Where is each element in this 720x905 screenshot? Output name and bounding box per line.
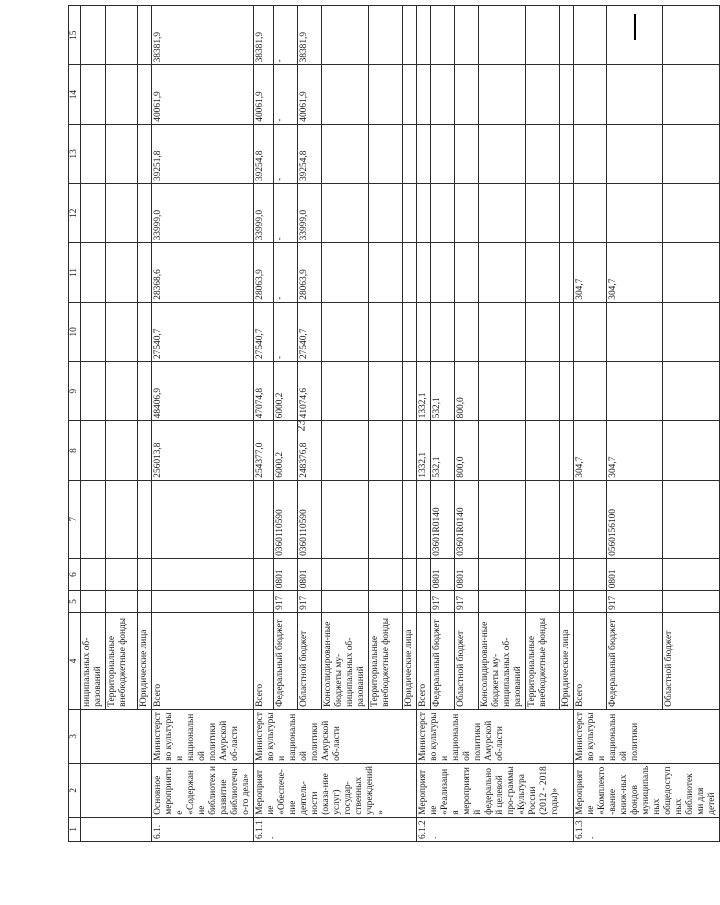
amount-cell: [455, 184, 479, 243]
amount-cell: [606, 184, 663, 243]
column-header: 14: [69, 65, 81, 124]
amount-cell: [403, 124, 417, 183]
amount-cell: 33999,0: [298, 184, 322, 243]
budget-code-cell: [417, 591, 431, 613]
section-code-cell: [479, 558, 526, 590]
funding-source: Юридические лица: [403, 612, 417, 709]
target-article-cell: 03601R0140: [455, 480, 479, 558]
section-code-cell: [81, 558, 106, 590]
amount-cell: [526, 65, 560, 124]
header-row: [69, 6, 81, 842]
amount-cell: 39254,8: [298, 124, 322, 183]
amount-cell: [138, 124, 152, 183]
rotated-table-container: [68, 5, 717, 842]
item-number: 6.1.1.: [254, 817, 417, 841]
amount-cell: [606, 65, 663, 124]
amount-cell: [403, 243, 417, 302]
amount-cell: [106, 6, 138, 65]
amount-cell: [479, 6, 526, 65]
funding-source: Всего: [574, 612, 607, 709]
amount-cell: [663, 302, 720, 361]
target-article-cell: [254, 480, 274, 558]
amount-cell: 27540,7: [152, 302, 254, 361]
section-code-cell: [526, 558, 560, 590]
amount-cell: [138, 184, 152, 243]
amount-cell: 256013,8: [152, 421, 254, 480]
amount-cell: [81, 362, 106, 421]
amount-cell: [431, 65, 455, 124]
column-header: 2: [69, 763, 81, 817]
item-number: [81, 817, 152, 841]
budget-code-cell: [663, 591, 720, 613]
column-header: 8: [69, 421, 81, 480]
target-article-cell: [81, 480, 106, 558]
column-header: 11: [69, 243, 81, 302]
amount-cell: [81, 6, 106, 65]
funding-source: Консолидирован-ные бюджеты му-ниципальных об-разований: [322, 612, 369, 709]
section-code-cell: [322, 558, 369, 590]
amount-cell: [560, 302, 574, 361]
amount-cell: [526, 302, 560, 361]
budget-code-cell: [526, 591, 560, 613]
table-row: [81, 6, 106, 842]
amount-cell: [663, 184, 720, 243]
amount-cell: -: [274, 243, 298, 302]
measure-name: Мероприятие «Обеспече-ние деятель-ности (оказа-ние услуг) государ-ственных учреждений»: [254, 763, 417, 817]
amount-cell: [81, 243, 106, 302]
amount-cell: [138, 243, 152, 302]
table-row: [152, 6, 254, 842]
amount-cell: [560, 421, 574, 480]
amount-cell: 1332,1: [417, 421, 431, 480]
amount-cell: -: [274, 184, 298, 243]
amount-cell: [81, 184, 106, 243]
amount-cell: 532,1: [431, 362, 455, 421]
amount-cell: [138, 6, 152, 65]
section-code-cell: [560, 558, 574, 590]
amount-cell: [403, 362, 417, 421]
amount-cell: 6000,2: [274, 362, 298, 421]
amount-cell: [479, 421, 526, 480]
amount-cell: [526, 184, 560, 243]
funding-source: ниципальных об-разований: [81, 612, 106, 709]
amount-cell: [322, 65, 369, 124]
amount-cell: [479, 65, 526, 124]
amount-cell: [138, 65, 152, 124]
target-article-cell: [479, 480, 526, 558]
section-code-cell: 0801: [455, 558, 479, 590]
amount-cell: [663, 421, 720, 480]
amount-cell: [455, 302, 479, 361]
amount-cell: [369, 421, 403, 480]
amount-cell: [455, 243, 479, 302]
amount-cell: [455, 65, 479, 124]
amount-cell: [560, 6, 574, 65]
target-article-cell: [369, 480, 403, 558]
amount-cell: [663, 6, 720, 65]
budget-code-cell: [254, 591, 274, 613]
column-header: 10: [69, 302, 81, 361]
executor: Министерство культуры и национальной политики Амурской об-ласти: [254, 709, 417, 763]
amount-cell: [106, 184, 138, 243]
column-header: 6: [69, 558, 81, 590]
amount-cell: [369, 65, 403, 124]
amount-cell: [403, 421, 417, 480]
table-row: [574, 6, 607, 842]
amount-cell: 28063,9: [298, 243, 322, 302]
amount-cell: [81, 421, 106, 480]
amount-cell: [138, 302, 152, 361]
amount-cell: [526, 6, 560, 65]
section-code-cell: 0801: [274, 558, 298, 590]
amount-cell: [417, 243, 431, 302]
amount-cell: [431, 243, 455, 302]
amount-cell: [81, 124, 106, 183]
amount-cell: [479, 124, 526, 183]
item-number: 6.1.2.: [417, 817, 574, 841]
funding-source: Областной бюджет: [298, 612, 322, 709]
measure-name: Мероприятие «Комплекто-вание книж-ных фондов муниципальных общедоступных библиотек ми для детей: [574, 763, 720, 817]
amount-cell: [322, 184, 369, 243]
amount-cell: [106, 243, 138, 302]
budget-code-cell: [560, 591, 574, 613]
budget-code-cell: [369, 591, 403, 613]
amount-cell: [574, 184, 607, 243]
amount-cell: [479, 362, 526, 421]
amount-cell: [106, 65, 138, 124]
amount-cell: 304,7: [606, 243, 663, 302]
amount-cell: 27540,7: [298, 302, 322, 361]
table-row: [254, 6, 274, 842]
amount-cell: [403, 184, 417, 243]
amount-cell: -: [274, 65, 298, 124]
amount-cell: 38381,9: [254, 6, 274, 65]
amount-cell: [479, 243, 526, 302]
column-header: 9: [69, 362, 81, 421]
column-header: 1: [69, 817, 81, 841]
amount-cell: [479, 184, 526, 243]
amount-cell: [526, 421, 560, 480]
budget-code-cell: [479, 591, 526, 613]
amount-cell: 38381,9: [152, 6, 254, 65]
amount-cell: [431, 6, 455, 65]
amount-cell: [526, 124, 560, 183]
budget-code-cell: 917: [431, 591, 455, 613]
column-header: 3: [69, 709, 81, 763]
section-code-cell: [663, 558, 720, 590]
amount-cell: [417, 6, 431, 65]
executor: Министерство культуры и национальной политики: [574, 709, 720, 763]
amount-cell: [663, 65, 720, 124]
amount-cell: [560, 124, 574, 183]
budget-code-cell: 917: [606, 591, 663, 613]
budget-code-cell: 917: [274, 591, 298, 613]
amount-cell: 27540,7: [254, 302, 274, 361]
amount-cell: [560, 65, 574, 124]
amount-cell: [663, 362, 720, 421]
amount-cell: 48406,9: [152, 362, 254, 421]
amount-cell: [455, 124, 479, 183]
measure-name: Мероприятие «Реализация мероприятий федеральной целевой про-граммы «Культура России (2012 - 2018 годы)»: [417, 763, 574, 817]
amount-cell: -: [274, 124, 298, 183]
section-code-cell: 0801: [606, 558, 663, 590]
target-article-cell: [106, 480, 138, 558]
column-header: 13: [69, 124, 81, 183]
section-code-cell: [417, 558, 431, 590]
amount-cell: 39251,8: [152, 124, 254, 183]
target-article-cell: [526, 480, 560, 558]
amount-cell: 1332,1: [417, 362, 431, 421]
amount-cell: [403, 65, 417, 124]
amount-cell: [322, 243, 369, 302]
amount-cell: [417, 184, 431, 243]
amount-cell: 28063,9: [254, 243, 274, 302]
amount-cell: 304,7: [574, 243, 607, 302]
target-article-cell: [152, 480, 254, 558]
target-article-cell: 0360110590: [298, 480, 322, 558]
funding-source: Территориальные внебюджетные фонды: [526, 612, 560, 709]
amount-cell: 39254,8: [254, 124, 274, 183]
budget-code-cell: [106, 591, 138, 613]
amount-cell: 800,0: [455, 421, 479, 480]
amount-cell: [369, 302, 403, 361]
column-header: 12: [69, 184, 81, 243]
section-code-cell: [152, 558, 254, 590]
amount-cell: [403, 302, 417, 361]
amount-cell: 47074,8: [254, 362, 274, 421]
amount-cell: [417, 302, 431, 361]
budget-code-cell: [152, 591, 254, 613]
amount-cell: [369, 243, 403, 302]
section-code-cell: [138, 558, 152, 590]
funding-source: Всего: [254, 612, 274, 709]
executor: [81, 709, 152, 763]
target-article-cell: [138, 480, 152, 558]
amount-cell: [322, 421, 369, 480]
amount-cell: [369, 362, 403, 421]
amount-cell: [106, 302, 138, 361]
amount-cell: 254377,0: [254, 421, 274, 480]
amount-cell: -: [274, 302, 298, 361]
amount-cell: 532,1: [431, 421, 455, 480]
target-article-cell: 0360110590: [274, 480, 298, 558]
target-article-cell: [574, 480, 607, 558]
amount-cell: [574, 65, 607, 124]
funding-source: Федеральный бюджет: [274, 612, 298, 709]
amount-cell: [560, 184, 574, 243]
target-article-cell: [560, 480, 574, 558]
amount-cell: [81, 65, 106, 124]
amount-cell: 800,0: [455, 362, 479, 421]
target-article-cell: [322, 480, 369, 558]
amount-cell: [606, 302, 663, 361]
amount-cell: 40061,9: [298, 65, 322, 124]
amount-cell: [560, 362, 574, 421]
amount-cell: [106, 124, 138, 183]
target-article-cell: [663, 480, 720, 558]
funding-source: Консолидирован-ные бюджеты му-ниципальных об-разований: [479, 612, 526, 709]
funding-source: Федеральный бюджет: [606, 612, 663, 709]
amount-cell: [663, 124, 720, 183]
funding-source: Юридические лица: [138, 612, 152, 709]
section-code-cell: [574, 558, 607, 590]
column-header: 5: [69, 591, 81, 613]
funding-table: [68, 5, 720, 842]
amount-cell: [138, 362, 152, 421]
amount-cell: 33999,0: [152, 184, 254, 243]
target-article-cell: [417, 480, 431, 558]
target-article-cell: 03601R0140: [431, 480, 455, 558]
amount-cell: [106, 362, 138, 421]
amount-cell: [574, 124, 607, 183]
column-header: 7: [69, 480, 81, 558]
measure-name: Основное мероприятие «Содержание библиотек и развитие библиотечно-го дела»: [152, 763, 254, 817]
amount-cell: [606, 362, 663, 421]
item-number: 6.1.3.: [574, 817, 720, 841]
column-header: 4: [69, 612, 81, 709]
amount-cell: [479, 302, 526, 361]
funding-source: Федеральный бюджет: [431, 612, 455, 709]
table-body: [69, 6, 720, 842]
funding-source: Территориальные внебюджетные фонды: [369, 612, 403, 709]
amount-cell: [431, 302, 455, 361]
amount-cell: [322, 6, 369, 65]
amount-cell: [431, 184, 455, 243]
amount-cell: [431, 124, 455, 183]
amount-cell: [560, 243, 574, 302]
measure-name: [81, 763, 152, 817]
budget-code-cell: [138, 591, 152, 613]
section-code-cell: [403, 558, 417, 590]
budget-code-cell: [81, 591, 106, 613]
executor: Министерство культуры и национальной политики Амурской об-ласти: [152, 709, 254, 763]
page-number: 23: [293, 419, 308, 432]
amount-cell: 248376,8: [298, 421, 322, 480]
amount-cell: 38381,9: [298, 6, 322, 65]
amount-cell: 40061,9: [254, 65, 274, 124]
amount-cell: [663, 243, 720, 302]
funding-source: Областной бюджет: [455, 612, 479, 709]
amount-cell: 304,7: [606, 421, 663, 480]
amount-cell: [322, 302, 369, 361]
funding-source: Всего: [417, 612, 431, 709]
amount-cell: [106, 421, 138, 480]
amount-cell: [606, 124, 663, 183]
amount-cell: [322, 362, 369, 421]
amount-cell: [322, 124, 369, 183]
budget-code-cell: [574, 591, 607, 613]
funding-source: Территориальные внебюджетные фонды: [106, 612, 138, 709]
item-number: 6.1.: [152, 817, 254, 841]
amount-cell: [138, 421, 152, 480]
section-code-cell: 0801: [298, 558, 322, 590]
budget-code-cell: [403, 591, 417, 613]
table-row: [417, 6, 431, 842]
amount-cell: 304,7: [574, 421, 607, 480]
amount-cell: [526, 362, 560, 421]
section-code-cell: 0801: [431, 558, 455, 590]
funding-source: Областной бюджет: [663, 612, 720, 709]
target-article-cell: 0560156100: [606, 480, 663, 558]
section-code-cell: [106, 558, 138, 590]
budget-code-cell: [322, 591, 369, 613]
amount-cell: [417, 124, 431, 183]
executor: Министерство культуры и национальной политики Амурской об-ласти: [417, 709, 574, 763]
funding-source: Юридические лица: [560, 612, 574, 709]
amount-cell: [574, 6, 607, 65]
amount-cell: [606, 6, 663, 65]
amount-cell: [369, 184, 403, 243]
funding-source: Всего: [152, 612, 254, 709]
amount-cell: 40061,9: [152, 65, 254, 124]
budget-code-cell: 917: [455, 591, 479, 613]
amount-cell: [369, 124, 403, 183]
amount-cell: [81, 302, 106, 361]
section-code-cell: [369, 558, 403, 590]
amount-cell: [403, 6, 417, 65]
amount-cell: [455, 6, 479, 65]
section-code-cell: [254, 558, 274, 590]
column-header: 15: [69, 6, 81, 65]
amount-cell: -: [274, 6, 298, 65]
amount-cell: 28368,6: [152, 243, 254, 302]
amount-cell: 33999,0: [254, 184, 274, 243]
amount-cell: [574, 362, 607, 421]
target-article-cell: [403, 480, 417, 558]
amount-cell: 6000,2: [274, 421, 298, 480]
amount-cell: [574, 302, 607, 361]
amount-cell: [369, 6, 403, 65]
budget-code-cell: 917: [298, 591, 322, 613]
amount-cell: 41074,6: [298, 362, 322, 421]
amount-cell: [417, 65, 431, 124]
amount-cell: [526, 243, 560, 302]
